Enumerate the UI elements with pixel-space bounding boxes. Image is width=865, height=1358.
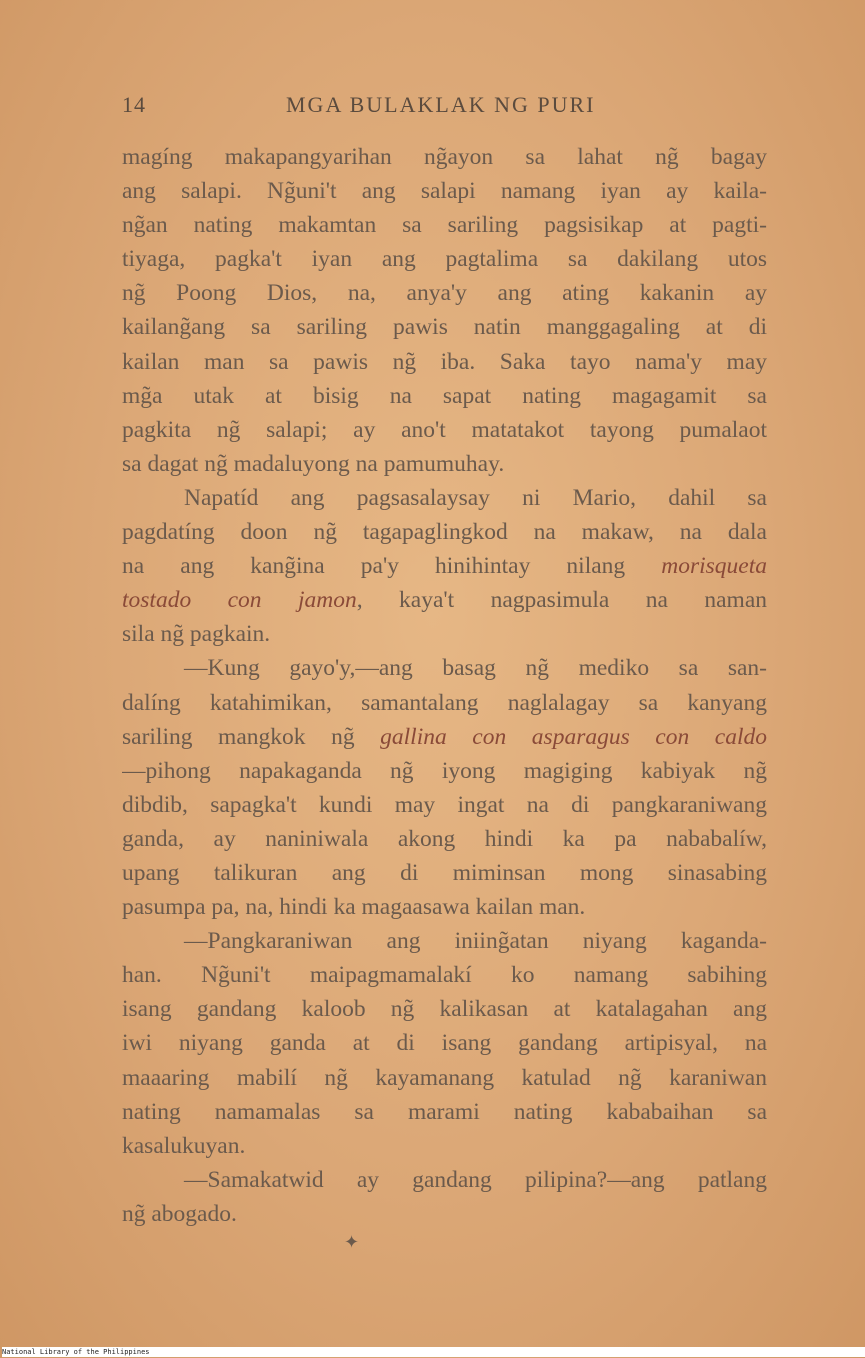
paragraph [122,924,767,1163]
body-text [122,140,767,1231]
text-line: iwi niyang ganda at di isang gandang artipisyal, na [122,1030,767,1057]
text-line: na ang kang̃ina pa'y hinihintay nilang morisqueta [122,553,767,580]
text-line: pasumpa pa, na, hindi ka magaasawa kailan man. [122,894,586,921]
text-line: sa dagat ng̃ madaluyong na pamumuhay. [122,450,505,477]
text-line: tiyaga, pagka't iyan ang pagtalima sa dakilang utos [122,246,767,273]
text-line: —Samakatwid ay gandang pilipina?—ang patlang [184,1166,767,1193]
paragraph [122,1163,767,1231]
text-line: ng̃ Poong Dios, na, anya'y ang ating kakanin ay [122,280,767,307]
text-line: pagkita ng̃ salapi; ay ano't matatakot tayong pumalaot [122,416,767,443]
text-line: upang talikuran ang di miminsan mong sinasabing [122,859,767,886]
text-line: —pihong napakaganda ng̃ iyong magiging kabiyak ng̃ [122,757,767,784]
running-title: MGA BULAKLAK NG PURI [286,92,596,117]
archive-label: National Library of the Philippines [2,1347,865,1357]
text-line: mg̃a utak at bisig na sapat nating magagamit sa [122,382,767,409]
text-line: —Pangkaraniwan ang iniing̃atan niyang kaganda- [184,928,767,955]
text-line: kailan man sa pawis ng̃ iba. Saka tayo nama'y may [122,348,767,375]
text-line: ang salapi. Ng̃uni't ang salapi namang iyan ay kaila- [122,178,767,205]
text-line: ng̃an nating makamtan sa sariling pagsisikap at pagti- [122,212,767,239]
paragraph [122,481,767,651]
text-line: sariling mangkok ng̃ gallina con asparagus con caldo [122,723,767,750]
text-line: han. Ng̃uni't maipagmamalakí ko namang sabihing [122,962,767,989]
text-line: isang gandang kaloob ng̃ kalikasan at katalagahan ang [122,996,767,1023]
page-number: 14 [122,92,146,117]
paragraph [122,651,767,924]
text-line: —Kung gayo'y,—ang basag ng̃ mediko sa san- [184,655,767,682]
text-line: sila ng̃ pagkain. [122,621,271,648]
text-line: Napatíd ang pagsasalaysay ni Mario, dahil sa [184,484,767,511]
text-line: maaaring mabilí ng̃ kayamanang katulad ng̃ karaniwan [122,1064,767,1091]
text-line: magíng makapangyarihan ng̃ayon sa lahat ng̃ bagay [122,144,767,170]
text-line: dibdib, sapagka't kundi may ingat na di pangkaraniwang [122,791,767,818]
footer-ornament: ✦ [344,1232,360,1252]
text-line: pagdatíng doon ng̃ tagapaglingkod na makaw, na dala [122,519,767,546]
text-line: ng̃ abogado. [122,1200,237,1227]
paragraph [122,140,767,481]
text-line: nating namamalas sa marami nating kababaihan sa [122,1098,767,1125]
text-line: ganda, ay naniniwala akong hindi ka pa nababalíw, [122,825,767,852]
text-line: kailang̃ang sa sariling pawis natin manggagaling at di [122,314,767,341]
text-line: tostado con jamon, kaya't nagpasimula na naman [122,587,767,614]
text-line: dalíng katahimikan, samantalang naglalagay sa kanyang [122,689,767,716]
text-line: kasalukuyan. [122,1132,246,1159]
page-header [122,92,767,132]
